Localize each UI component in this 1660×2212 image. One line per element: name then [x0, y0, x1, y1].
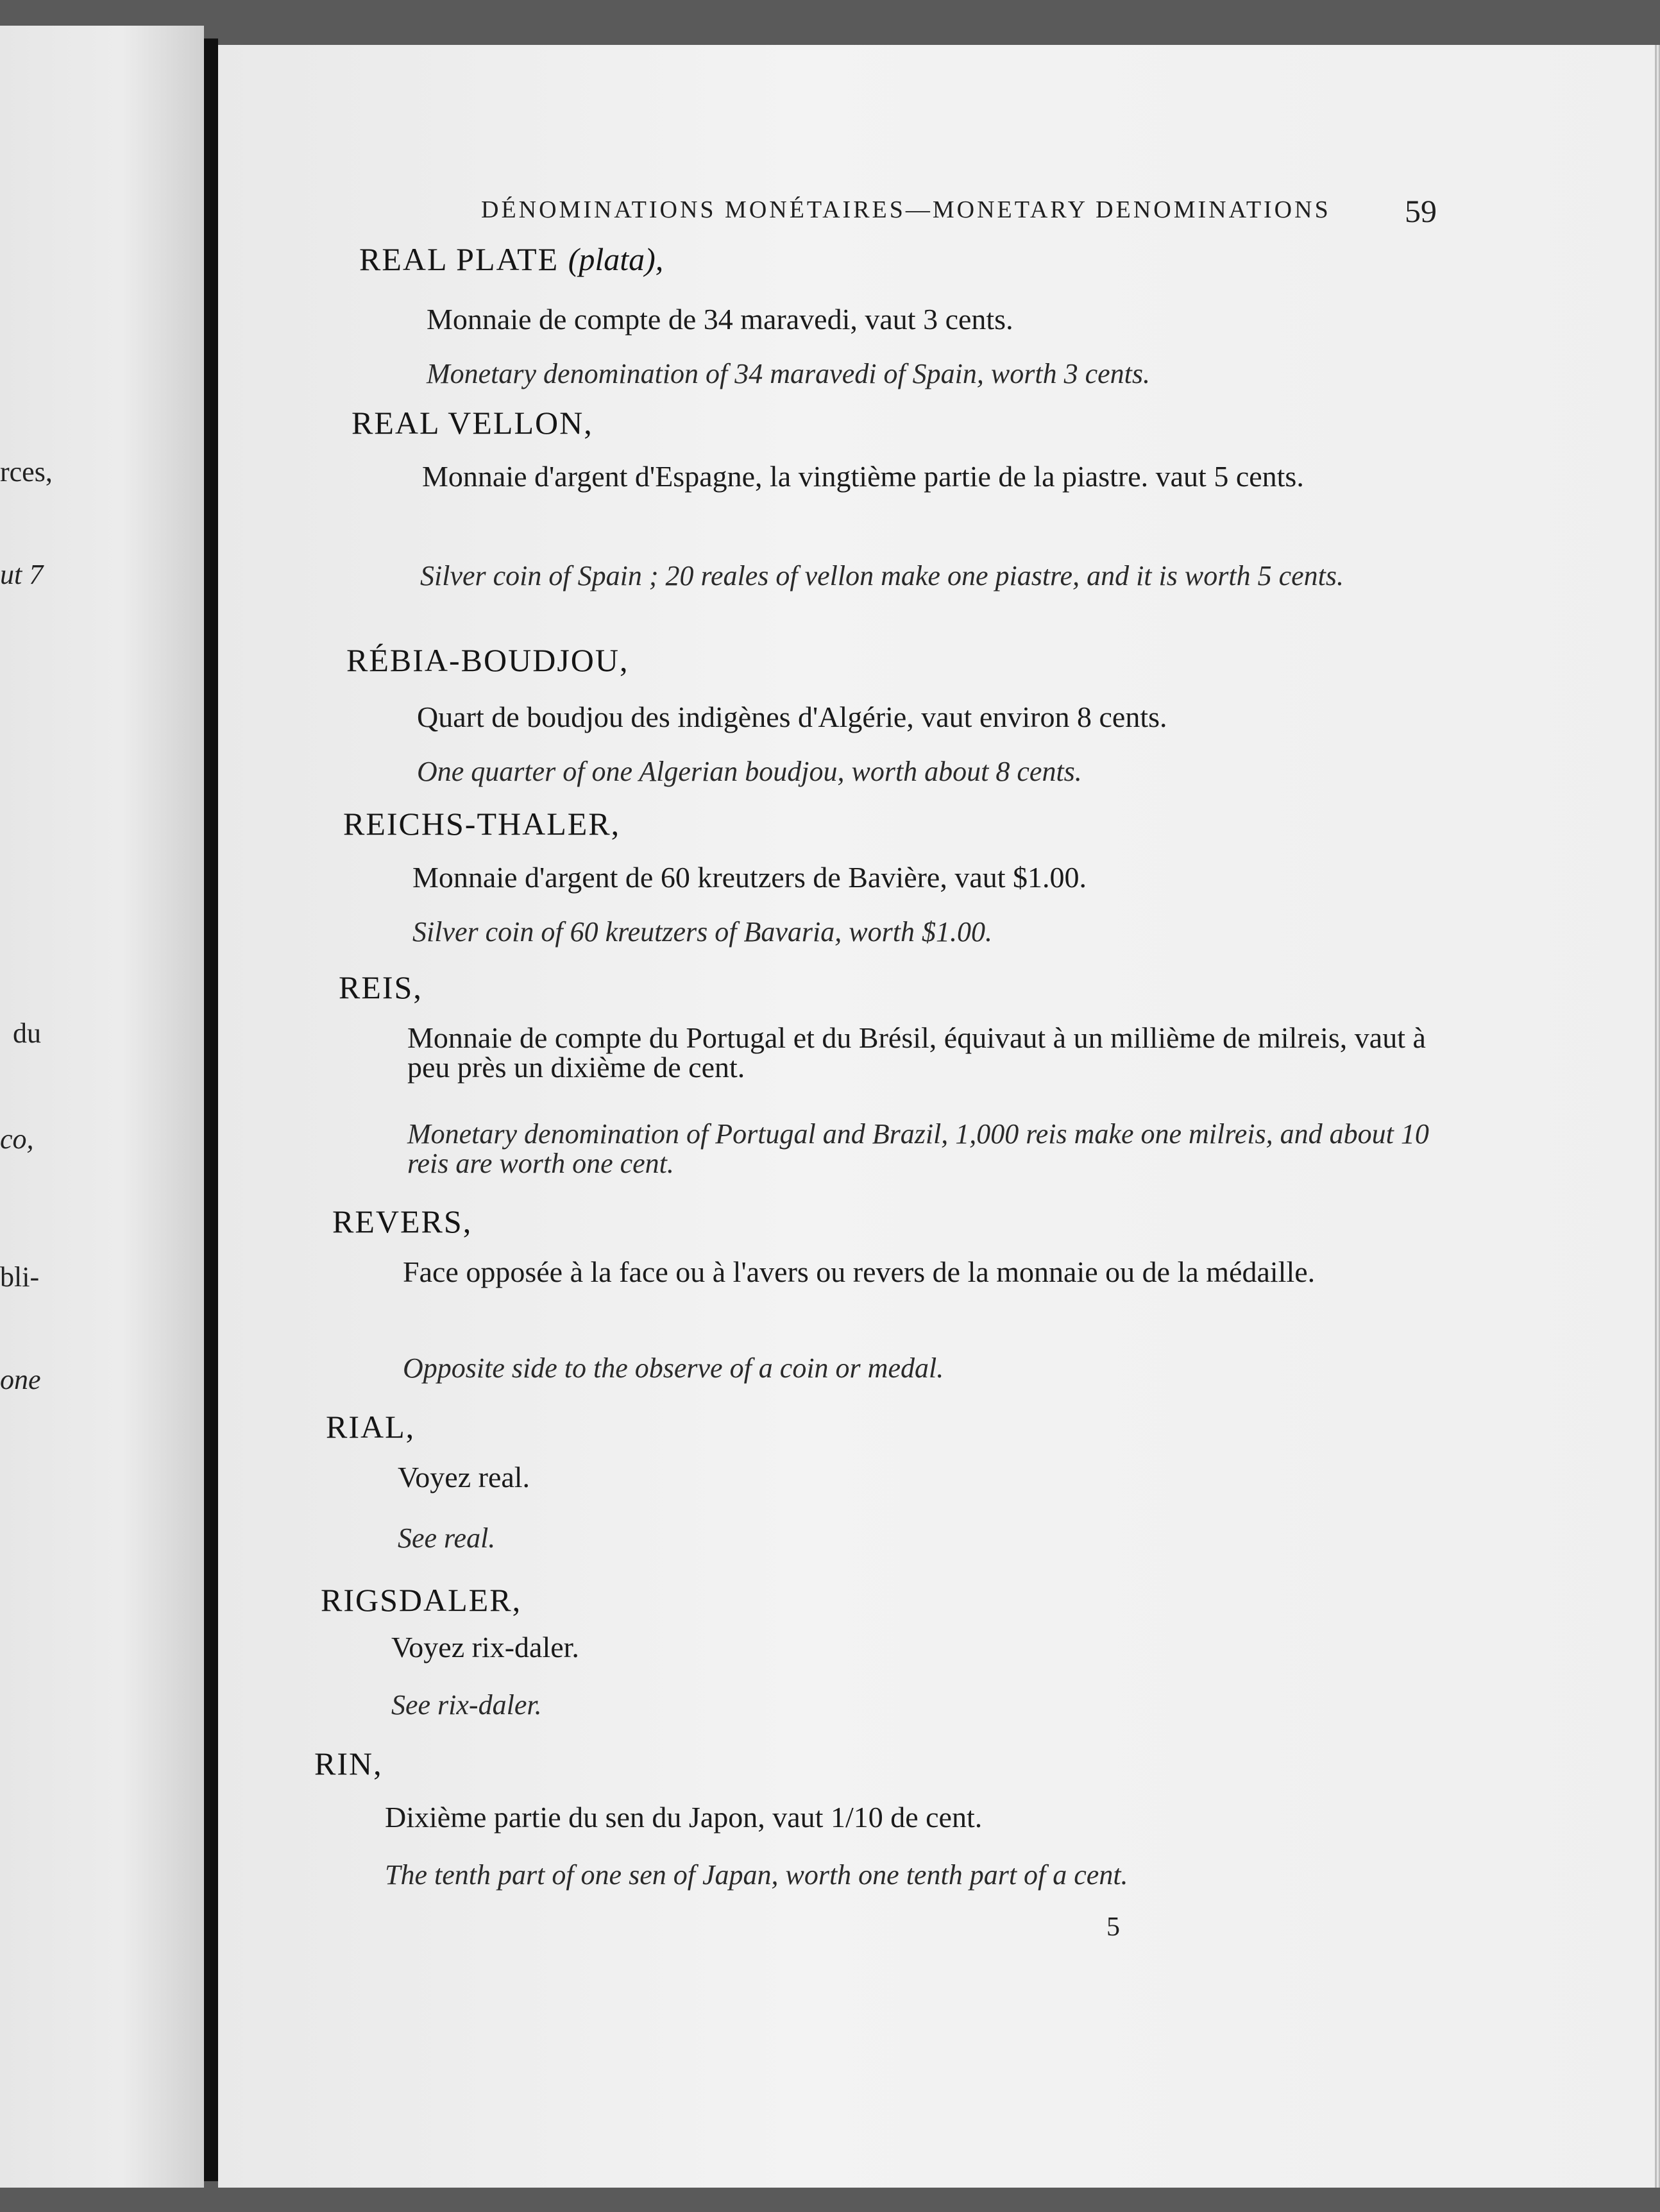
entry-term-text: REAL PLATE — [359, 241, 559, 277]
entry-term: RIAL, — [326, 1409, 416, 1445]
entry-term-paren: (plata), — [568, 241, 664, 277]
entry-term — [359, 241, 663, 278]
entry-term: RÉBIA-BOUDJOU, — [346, 642, 629, 678]
entry-french: Dixième partie du sen du Japon, vaut 1/10 de cent. — [385, 1801, 983, 1833]
entry-english: Silver coin of Spain ; 20 reales of vellon make one piastre, and it is worth 5 cents. — [420, 560, 1344, 591]
entry-french: Monnaie de compte du Portugal et du Brésil, équivaut à un millième de milreis, vaut à peu près un dixième de cent. — [407, 1021, 1426, 1084]
left-fragment: bli- — [0, 1261, 40, 1293]
entry-english: Opposite side to the observe of a coin or medal. — [403, 1352, 944, 1384]
entry-french: Face opposée à la face ou à l'avers ou revers de la monnaie ou de la médaille. — [403, 1255, 1316, 1288]
entry-french: Quart de boudjou des indigènes d'Algérie, vaut environ 8 cents. — [417, 701, 1167, 733]
left-fragment: rces, — [0, 456, 53, 488]
entry-french: Monnaie de compte de 34 maravedi, vaut 3 cents. — [427, 303, 1013, 336]
entry-term: RIN, — [314, 1746, 383, 1782]
entry-term: REICHS-THALER, — [343, 806, 621, 842]
entry-term: REIS, — [339, 969, 423, 1005]
entry-english: See rix-daler. — [391, 1689, 542, 1721]
entry-term: RIGSDALER, — [321, 1582, 522, 1618]
entry-term: REAL VELLON, — [351, 405, 593, 441]
folio-mark: 5 — [1106, 1912, 1120, 1942]
entry-term: REVERS, — [332, 1204, 473, 1239]
entry-french: Monnaie d'argent de 60 kreutzers de Bavière, vaut $1.00. — [412, 861, 1087, 894]
entry-english: Monetary denomination of Portugal and Brazil, 1,000 reis make one milreis, and about 10 reis are worth one cent. — [407, 1118, 1429, 1179]
entry-english: Monetary denomination of 34 maravedi of Spain, worth 3 cents. — [427, 358, 1150, 389]
entry-english: Silver coin of 60 kreutzers of Bavaria, worth $1.00. — [412, 916, 992, 948]
left-fragment: du — [13, 1017, 41, 1049]
entry-english: One quarter of one Algerian boudjou, worth about 8 cents. — [417, 756, 1082, 787]
left-fragment: ut 7 — [0, 559, 44, 590]
entry-french: Monnaie d'argent d'Espagne, la vingtième partie de la piastre. vaut 5 cents. — [422, 460, 1304, 493]
entry-french: Voyez rix-daler. — [391, 1631, 579, 1663]
page-number: 59 — [1405, 193, 1437, 229]
running-head: DÉNOMINATIONS MONÉTAIRES—MONETARY DENOMINATIONS — [481, 196, 1331, 223]
entry-english: The tenth part of one sen of Japan, worth one tenth part of a cent. — [385, 1859, 1128, 1891]
entry-english: See real. — [398, 1522, 496, 1554]
left-fragment: one — [0, 1364, 41, 1395]
left-fragment: co, — [0, 1123, 34, 1155]
entry-french: Voyez real. — [398, 1461, 530, 1493]
